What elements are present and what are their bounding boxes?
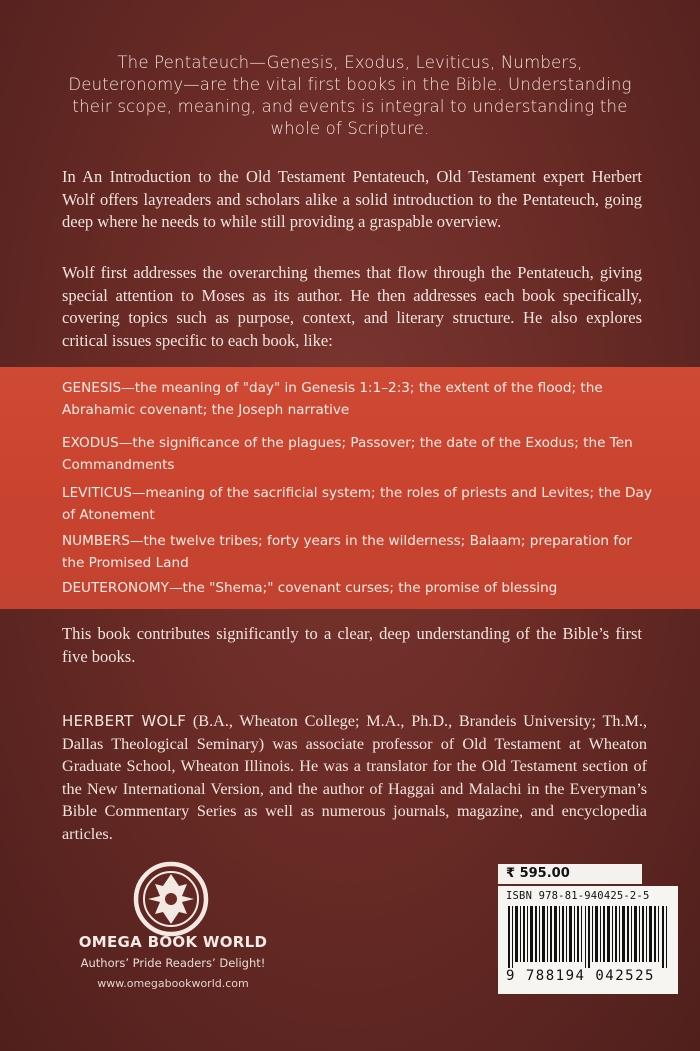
description-paragraph-1: In An Introduction to the Old Testament Pentateuch, Old Testament expert Herbert Wolf offers layreaders and scholars alike a solid introduction to the Pentateuch, going deep where he needs to while still providing a graspable overview.: [62, 167, 642, 231]
topic-leviticus: [62, 483, 652, 526]
publisher-name: OMEGA BOOK WORLD: [78, 933, 268, 951]
topic-genesis: [62, 378, 652, 421]
topic-deuteronomy: [62, 578, 652, 600]
author-bio: [62, 710, 647, 845]
topic-text: —the meaning of "day" in Genesis 1:1–2:3; the extent of the flood; the Abrahamic covenant; the Joseph narrative: [62, 380, 603, 418]
topic-text: —the twelve tribes; forty years in the wilderness; Balaam; preparation for the Promised Land: [62, 533, 633, 571]
isbn-barcode: [498, 886, 678, 994]
publisher-tagline: Authors’ Pride Readers’ Delight!: [80, 956, 266, 970]
topic-book: LEVITICUS: [62, 485, 132, 501]
barcode-number: 9 788194 042525: [506, 968, 655, 984]
topic-text: —the "Shema;" covenant curses; the promise of blessing: [168, 580, 558, 596]
publisher-logo-icon: [132, 860, 210, 938]
intro-blurb: The Pentateuch—Genesis, Exodus, Leviticus, Numbers, Deuteronomy—are the vital first books in the Bible. Understanding their scope, meaning, and events is integral to understanding the whole of Scripture.: [68, 53, 632, 138]
topic-text: —meaning of the sacrificial system; the roles of priests and Levites; the Day of Atonement: [62, 485, 652, 523]
author-bio-text: (B.A., Wheaton College; M.A., Ph.D., Brandeis University; Th.M., Dallas Theological Seminary) was associate professor of Old Testament at Wheaton Graduate School, Wheaton Illinois. He was a translator for the Old Testament section of the New International Version, and the author of Haggai and Malachi in the Everyman’s Bible Commentary Series as well as numerous journals, magazine, and encyclopedia articles.: [62, 712, 648, 843]
topic-book: EXODUS: [62, 435, 119, 451]
topic-book: GENESIS: [62, 380, 122, 396]
publisher-website: www.omegabookworld.com: [97, 977, 249, 990]
topic-numbers: [62, 531, 652, 574]
isbn-label: ISBN 978-81-940425-2-5: [506, 890, 650, 902]
price-label: ₹ 595.00: [498, 864, 642, 884]
description-paragraph-2: Wolf first addresses the overarching themes that flow through the Pentateuch, giving special attention to Moses as its author. He then addresses each book specifically, covering topics such as purpose, context, and literary structure. He also explores critical issues specific to each book, like:: [62, 263, 642, 350]
description-paragraph-3: This book contributes significantly to a clear, deep understanding of the Bible’s first five books.: [62, 624, 642, 666]
topic-book: DEUTERONOMY: [62, 580, 169, 596]
topic-text: —the significance of the plagues; Passover; the date of the Exodus; the Ten Commandments: [62, 435, 633, 473]
author-name: HERBERT WOLF: [62, 712, 187, 730]
topic-book: NUMBERS: [62, 533, 130, 549]
barcode-bars: [506, 906, 670, 968]
topic-exodus: [62, 433, 652, 476]
